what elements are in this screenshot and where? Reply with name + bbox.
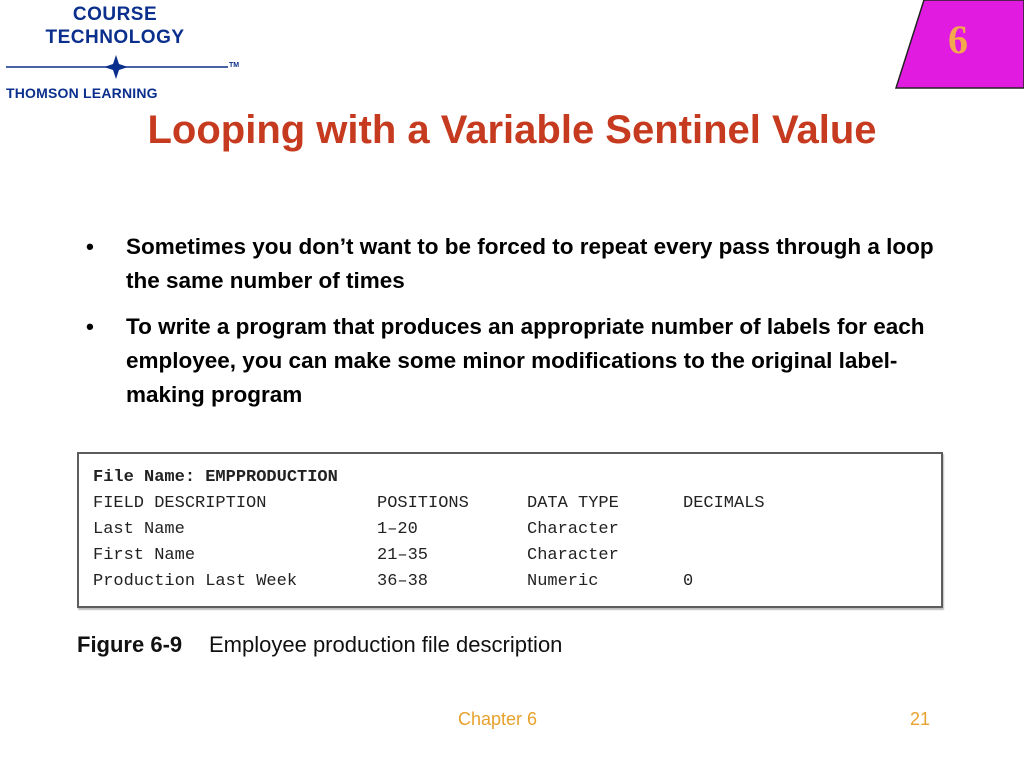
logo-line-course: COURSE [72, 4, 158, 25]
figure-header-row [93, 494, 923, 520]
chapter-number: 6 [948, 17, 968, 62]
field-decimals: 0 [683, 572, 694, 591]
logo-trademark: TM [229, 62, 240, 69]
field-description: First Name [93, 546, 196, 565]
header-field-description: FIELD DESCRIPTION [93, 494, 267, 513]
field-description: Last Name [93, 520, 185, 539]
table-row [93, 546, 923, 572]
header-data-type: DATA TYPE [527, 494, 619, 513]
footer-chapter: Chapter 6 [458, 709, 538, 729]
table-row [93, 572, 923, 598]
chapter-badge [888, 0, 1024, 90]
course-technology-logo [0, 0, 270, 108]
logo-line-thomson: THOMSON LEARNING [6, 85, 158, 101]
bullet-text: Sometimes you don’t want to be forced to repeat every pass through a loop the same number of times [126, 234, 934, 293]
field-data-type: Numeric [527, 572, 599, 591]
bullet-list [86, 230, 946, 424]
field-positions: 1–20 [377, 520, 418, 539]
figure-caption-text: Employee production file description [209, 632, 563, 657]
bullet-item [86, 230, 946, 298]
logo-line-technology: TECHNOLOGY [45, 27, 185, 48]
field-positions: 36–38 [377, 572, 429, 591]
field-data-type: Character [527, 520, 619, 539]
logo-star-icon [0, 54, 240, 80]
file-description-figure [77, 452, 943, 608]
footer-page-number: 21 [910, 709, 931, 729]
bullet-dot-icon: • [86, 234, 94, 259]
bullet-dot-icon: • [86, 314, 94, 339]
header-positions: POSITIONS [377, 494, 469, 513]
header-decimals: DECIMALS [683, 494, 765, 513]
figure-caption [77, 632, 563, 658]
field-description: Production Last Week [93, 572, 298, 591]
bullet-text: To write a program that produces an appropriate number of labels for each employee, you can make some minor modifications to the original label-making program [126, 314, 925, 407]
figure-caption-label: Figure 6-9 [77, 632, 183, 657]
field-data-type: Character [527, 546, 619, 565]
figure-file-name: File Name: EMPPRODUCTION [93, 468, 338, 487]
table-row [93, 520, 923, 546]
bullet-item [86, 310, 946, 412]
slide-title: Looping with a Variable Sentinel Value [147, 108, 877, 152]
field-positions: 21–35 [377, 546, 429, 565]
